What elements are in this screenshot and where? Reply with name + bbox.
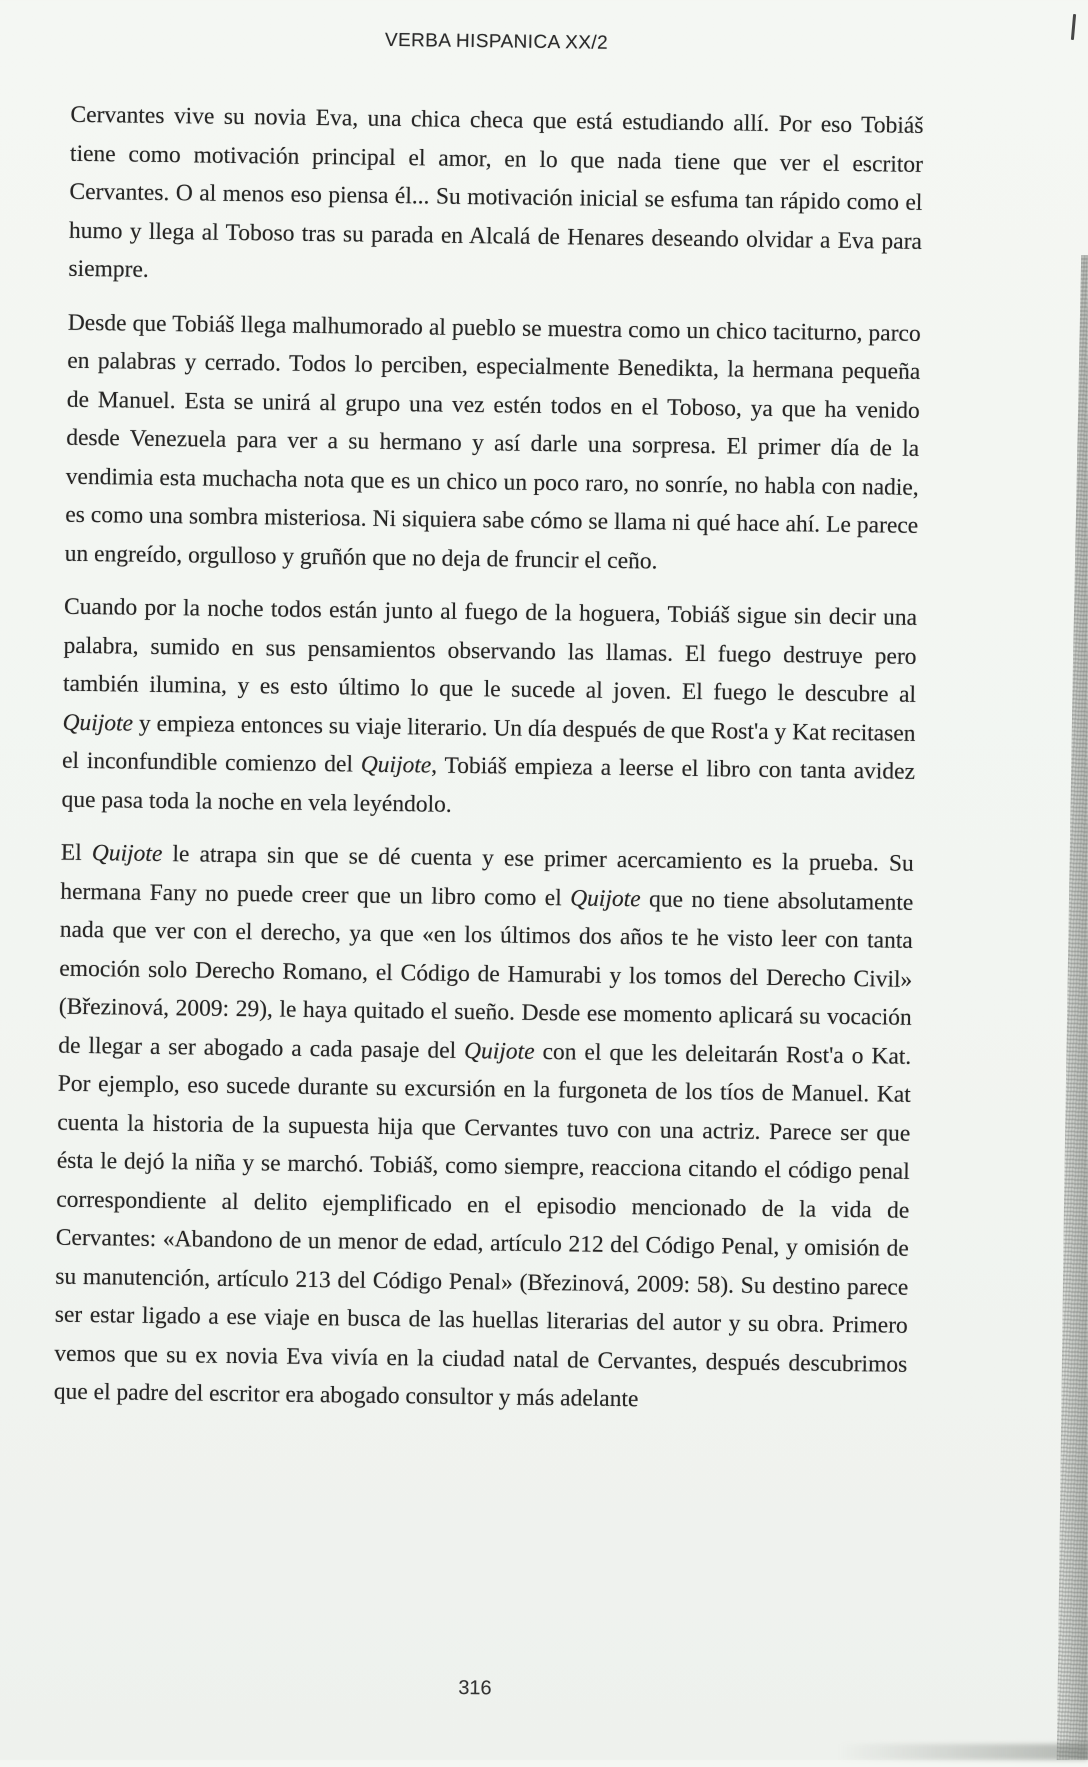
text-run: Desde que Tobiáš llega malhumorado al pueblo se muestra como un chico taciturno, parco en palabras y cerrado. Todos lo perciben, especialmente Benedikta, la hermana pequeña de Manuel. Esta se unirá al grupo una vez estén todos en el Toboso, ya que ha venido desde Venezuela para ver a su hermano y así darle una sorpresa. El primer día de la vendimia esta muchacha nota que es un chico un poco raro, no sonríe, no habla con nadie, es como una sombra misteriosa. Ni siquiera sabe cómo se llama ni qué hace ahí. Le parece un engreído, orgulloso y gruñón que no deja de fruncir el ceño. bbox=[64, 309, 921, 574]
paragraph bbox=[61, 588, 917, 830]
scan-bottom-artifact bbox=[838, 1744, 1088, 1760]
article-body bbox=[53, 96, 923, 1438]
journal-header: VERBA HISPANICA XX/2 bbox=[384, 29, 609, 54]
book-title-italic: Quijote bbox=[91, 840, 163, 868]
book-title-italic: Quijote bbox=[463, 1037, 535, 1065]
text-run: Cervantes vive su novia Eva, una chica checa que está estudiando allí. Por eso Tobiáš tiene como motivación principal el amor, en lo que nada tiene que ver el escritor Cervantes. O al menos eso piensa él... Su motivación inicial se esfuma tan rápido como el humo y llega al Toboso tras su parada en Alcalá de Henares deseando olvidar a Eva para siempre. bbox=[68, 101, 924, 283]
text-run: que no tiene absolutamente nada que ver con el derecho, ya que «en los últimos dos años te he visto leer con tanta emoción solo Derecho Romano, el Código de Hamurabi y los tomos del Derecho Civil» (Březinová, 2009: 29), le haya quitado el sueño. Desde ese momento aplicará su vocación de llegar a ser abogado a cada pasaje del bbox=[58, 885, 914, 1064]
text-run: , Tobiáš empieza a leerse el libro con tanta avidez que pasa toda la noche en vela leyéndolo. bbox=[61, 752, 916, 818]
text-run: con el que les deleitarán Rost'a o Kat. Por ejemplo, eso sucede durante su excursión en la furgoneta de los tíos de Manuel. Kat cuenta la historia de la supuesta hija que Cervantes tuvo con una actriz. Parece ser que ésta le dejó la niña y se marchó. Tobiáš, como siempre, reacciona citando el código penal correspondiente al delito ejemplificado en el episodio mencionado de la vida de Cervantes: «Abandono de un menor de edad, artículo 212 del Código Penal, y omisión de su manutención, artículo 213 del Código Penal» (Březinová, 2009: 58). Su destino parece ser estar ligado a ese viaje en busca de las huellas literarias del autor y su obra. Primero vemos que su ex novia Eva vivía en la ciudad natal de Cervantes, después descubrimos que el padre del escritor era abogado consultor y más adelante bbox=[53, 1038, 912, 1413]
text-run: le atrapa sin que se dé cuenta y ese primer acercamiento es la prueba. Su hermana Fany no puede creer que un libro como el bbox=[60, 841, 914, 911]
book-title-italic: Quijote bbox=[62, 709, 134, 737]
paragraph bbox=[54, 834, 914, 1423]
paragraph bbox=[65, 303, 921, 584]
book-title-italic: Quijote bbox=[570, 884, 641, 912]
paragraph bbox=[68, 96, 923, 300]
page-number: 316 bbox=[458, 1676, 492, 1700]
book-title-italic: Quijote bbox=[360, 751, 432, 779]
text-run: Cuando por la noche todos están junto al fuego de la hoguera, Tobiáš sigue sin decir una palabra, sumido en sus pensamientos observando las llamas. El fuego destruye pero también ilumina, y es esto último lo que le sucede al joven. El fuego le descubre al bbox=[62, 593, 918, 708]
text-run: y empieza entonces su viaje literario. Un día después de que Rost'a y Kat recitasen el inconfundible comienzo del bbox=[61, 710, 916, 778]
text-run: El bbox=[60, 839, 93, 867]
